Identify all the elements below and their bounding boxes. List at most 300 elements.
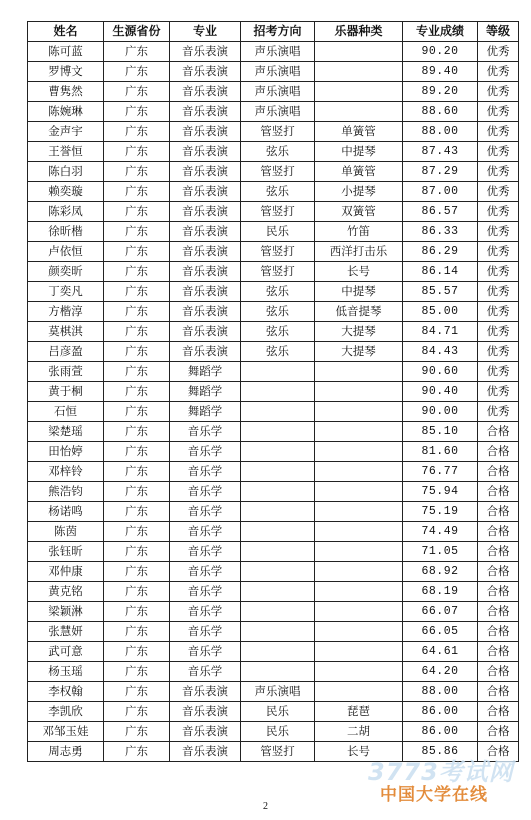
watermark-site-logo: 3773考试网 bbox=[368, 758, 514, 786]
cell-grade: 优秀 bbox=[478, 302, 519, 322]
cell-grade: 合格 bbox=[478, 742, 519, 762]
cell-grade: 优秀 bbox=[478, 282, 519, 302]
table-row bbox=[28, 542, 519, 562]
cell-name: 金声宇 bbox=[28, 122, 104, 142]
cell-score: 89.20 bbox=[403, 82, 478, 102]
cell-instrument bbox=[315, 442, 403, 462]
cell-instrument: 西洋打击乐 bbox=[315, 242, 403, 262]
cell-name: 杨玉瑶 bbox=[28, 662, 104, 682]
table-row bbox=[28, 642, 519, 662]
cell-province: 广东 bbox=[104, 662, 170, 682]
cell-grade: 合格 bbox=[478, 602, 519, 622]
cell-score: 64.61 bbox=[403, 642, 478, 662]
cell-major: 音乐表演 bbox=[170, 142, 241, 162]
header-major: 专业 bbox=[170, 22, 241, 42]
cell-major: 音乐学 bbox=[170, 562, 241, 582]
cell-name: 徐昕楷 bbox=[28, 222, 104, 242]
cell-grade: 合格 bbox=[478, 582, 519, 602]
cell-name: 吕彦盈 bbox=[28, 342, 104, 362]
cell-province: 广东 bbox=[104, 62, 170, 82]
table-row bbox=[28, 102, 519, 122]
table-row bbox=[28, 162, 519, 182]
table-row bbox=[28, 382, 519, 402]
cell-grade: 优秀 bbox=[478, 82, 519, 102]
cell-direction: 声乐演唱 bbox=[241, 682, 315, 702]
cell-score: 75.94 bbox=[403, 482, 478, 502]
cell-major: 音乐学 bbox=[170, 442, 241, 462]
cell-grade: 优秀 bbox=[478, 222, 519, 242]
cell-major: 音乐表演 bbox=[170, 302, 241, 322]
cell-province: 广东 bbox=[104, 362, 170, 382]
cell-name: 武可意 bbox=[28, 642, 104, 662]
header-province: 生源省份 bbox=[104, 22, 170, 42]
header-direction: 招考方向 bbox=[241, 22, 315, 42]
cell-grade: 优秀 bbox=[478, 162, 519, 182]
cell-name: 邓梓铃 bbox=[28, 462, 104, 482]
cell-province: 广东 bbox=[104, 482, 170, 502]
cell-name: 罗博文 bbox=[28, 62, 104, 82]
cell-name: 梁楚瑶 bbox=[28, 422, 104, 442]
cell-major: 音乐表演 bbox=[170, 242, 241, 262]
table-row bbox=[28, 502, 519, 522]
cell-instrument bbox=[315, 42, 403, 62]
cell-direction bbox=[241, 642, 315, 662]
cell-score: 85.86 bbox=[403, 742, 478, 762]
cell-name: 卢依恒 bbox=[28, 242, 104, 262]
cell-grade: 优秀 bbox=[478, 342, 519, 362]
cell-province: 广东 bbox=[104, 542, 170, 562]
cell-name: 黄克铭 bbox=[28, 582, 104, 602]
table-row bbox=[28, 402, 519, 422]
cell-instrument: 大提琴 bbox=[315, 342, 403, 362]
cell-direction: 管竖打 bbox=[241, 242, 315, 262]
cell-province: 广东 bbox=[104, 102, 170, 122]
cell-province: 广东 bbox=[104, 222, 170, 242]
cell-name: 陈白羽 bbox=[28, 162, 104, 182]
cell-major: 音乐表演 bbox=[170, 82, 241, 102]
cell-major: 音乐学 bbox=[170, 642, 241, 662]
cell-direction: 弦乐 bbox=[241, 182, 315, 202]
cell-direction: 声乐演唱 bbox=[241, 42, 315, 62]
cell-grade: 合格 bbox=[478, 442, 519, 462]
cell-grade: 优秀 bbox=[478, 262, 519, 282]
cell-major: 音乐学 bbox=[170, 482, 241, 502]
cell-direction bbox=[241, 402, 315, 422]
cell-grade: 优秀 bbox=[478, 142, 519, 162]
header-name: 姓名 bbox=[28, 22, 104, 42]
cell-direction: 民乐 bbox=[241, 722, 315, 742]
table-row bbox=[28, 182, 519, 202]
cell-direction bbox=[241, 482, 315, 502]
cell-province: 广东 bbox=[104, 322, 170, 342]
cell-direction bbox=[241, 442, 315, 462]
cell-major: 音乐表演 bbox=[170, 282, 241, 302]
cell-grade: 合格 bbox=[478, 562, 519, 582]
cell-direction: 声乐演唱 bbox=[241, 62, 315, 82]
cell-direction bbox=[241, 582, 315, 602]
cell-score: 75.19 bbox=[403, 502, 478, 522]
cell-score: 86.33 bbox=[403, 222, 478, 242]
cell-direction: 管竖打 bbox=[241, 742, 315, 762]
cell-province: 广东 bbox=[104, 202, 170, 222]
header-row bbox=[28, 22, 519, 42]
cell-direction: 弦乐 bbox=[241, 302, 315, 322]
cell-direction bbox=[241, 462, 315, 482]
cell-grade: 优秀 bbox=[478, 42, 519, 62]
cell-province: 广东 bbox=[104, 622, 170, 642]
cell-major: 音乐表演 bbox=[170, 222, 241, 242]
cell-score: 86.00 bbox=[403, 702, 478, 722]
cell-score: 90.60 bbox=[403, 362, 478, 382]
cell-province: 广东 bbox=[104, 402, 170, 422]
cell-grade: 优秀 bbox=[478, 122, 519, 142]
table-row bbox=[28, 522, 519, 542]
cell-grade: 优秀 bbox=[478, 182, 519, 202]
cell-score: 68.19 bbox=[403, 582, 478, 602]
cell-major: 音乐表演 bbox=[170, 42, 241, 62]
cell-province: 广东 bbox=[104, 302, 170, 322]
table-row bbox=[28, 462, 519, 482]
cell-score: 81.60 bbox=[403, 442, 478, 462]
cell-major: 音乐表演 bbox=[170, 202, 241, 222]
cell-grade: 合格 bbox=[478, 502, 519, 522]
cell-grade: 合格 bbox=[478, 542, 519, 562]
cell-score: 87.00 bbox=[403, 182, 478, 202]
cell-direction bbox=[241, 382, 315, 402]
cell-name: 颜奕昕 bbox=[28, 262, 104, 282]
cell-province: 广东 bbox=[104, 702, 170, 722]
score-table bbox=[27, 21, 519, 762]
cell-instrument bbox=[315, 82, 403, 102]
cell-name: 邓邹玉娃 bbox=[28, 722, 104, 742]
cell-province: 广东 bbox=[104, 182, 170, 202]
cell-major: 舞蹈学 bbox=[170, 362, 241, 382]
cell-grade: 合格 bbox=[478, 642, 519, 662]
cell-grade: 合格 bbox=[478, 622, 519, 642]
cell-direction bbox=[241, 522, 315, 542]
cell-instrument bbox=[315, 402, 403, 422]
table-row bbox=[28, 262, 519, 282]
cell-name: 张慧妍 bbox=[28, 622, 104, 642]
cell-instrument bbox=[315, 522, 403, 542]
cell-score: 89.40 bbox=[403, 62, 478, 82]
cell-instrument: 低音提琴 bbox=[315, 302, 403, 322]
cell-score: 88.00 bbox=[403, 682, 478, 702]
table-row bbox=[28, 682, 519, 702]
cell-score: 86.29 bbox=[403, 242, 478, 262]
cell-province: 广东 bbox=[104, 462, 170, 482]
cell-score: 90.00 bbox=[403, 402, 478, 422]
cell-name: 张钰昕 bbox=[28, 542, 104, 562]
cell-direction: 弦乐 bbox=[241, 342, 315, 362]
cell-instrument bbox=[315, 102, 403, 122]
cell-province: 广东 bbox=[104, 682, 170, 702]
cell-province: 广东 bbox=[104, 42, 170, 62]
cell-instrument bbox=[315, 482, 403, 502]
cell-name: 王誉恒 bbox=[28, 142, 104, 162]
cell-province: 广东 bbox=[104, 282, 170, 302]
table-row bbox=[28, 482, 519, 502]
cell-instrument: 大提琴 bbox=[315, 322, 403, 342]
cell-grade: 合格 bbox=[478, 662, 519, 682]
cell-major: 舞蹈学 bbox=[170, 382, 241, 402]
watermark-brand-text: 中国大学在线 bbox=[380, 785, 488, 805]
cell-score: 74.49 bbox=[403, 522, 478, 542]
cell-province: 广东 bbox=[104, 142, 170, 162]
cell-major: 音乐学 bbox=[170, 522, 241, 542]
header-grade: 等级 bbox=[478, 22, 519, 42]
cell-major: 音乐学 bbox=[170, 462, 241, 482]
page-number: 2 bbox=[263, 801, 268, 812]
cell-direction bbox=[241, 562, 315, 582]
cell-province: 广东 bbox=[104, 742, 170, 762]
cell-instrument: 二胡 bbox=[315, 722, 403, 742]
cell-major: 音乐表演 bbox=[170, 262, 241, 282]
cell-instrument bbox=[315, 582, 403, 602]
cell-name: 石恒 bbox=[28, 402, 104, 422]
cell-instrument: 琵琶 bbox=[315, 702, 403, 722]
cell-major: 音乐学 bbox=[170, 662, 241, 682]
cell-instrument: 竹笛 bbox=[315, 222, 403, 242]
table-row bbox=[28, 342, 519, 362]
header-score: 专业成绩 bbox=[403, 22, 478, 42]
cell-instrument bbox=[315, 662, 403, 682]
cell-instrument bbox=[315, 642, 403, 662]
cell-direction: 声乐演唱 bbox=[241, 102, 315, 122]
cell-name: 陈可蓝 bbox=[28, 42, 104, 62]
table-row bbox=[28, 202, 519, 222]
cell-province: 广东 bbox=[104, 442, 170, 462]
cell-score: 85.57 bbox=[403, 282, 478, 302]
cell-instrument: 长号 bbox=[315, 742, 403, 762]
cell-instrument: 单簧管 bbox=[315, 162, 403, 182]
cell-major: 音乐学 bbox=[170, 502, 241, 522]
cell-province: 广东 bbox=[104, 242, 170, 262]
table-row bbox=[28, 282, 519, 302]
header-instrument: 乐器种类 bbox=[315, 22, 403, 42]
cell-name: 赖奕璇 bbox=[28, 182, 104, 202]
table-row bbox=[28, 302, 519, 322]
cell-direction: 弦乐 bbox=[241, 282, 315, 302]
cell-name: 曹隽然 bbox=[28, 82, 104, 102]
cell-direction bbox=[241, 502, 315, 522]
cell-province: 广东 bbox=[104, 562, 170, 582]
table-body bbox=[28, 42, 519, 762]
cell-major: 音乐学 bbox=[170, 542, 241, 562]
cell-direction: 弦乐 bbox=[241, 142, 315, 162]
cell-province: 广东 bbox=[104, 602, 170, 622]
cell-province: 广东 bbox=[104, 382, 170, 402]
cell-grade: 合格 bbox=[478, 702, 519, 722]
cell-major: 音乐表演 bbox=[170, 702, 241, 722]
cell-name: 丁奕凡 bbox=[28, 282, 104, 302]
cell-direction bbox=[241, 602, 315, 622]
cell-grade: 优秀 bbox=[478, 402, 519, 422]
cell-score: 71.05 bbox=[403, 542, 478, 562]
table-row bbox=[28, 422, 519, 442]
cell-province: 广东 bbox=[104, 582, 170, 602]
cell-direction bbox=[241, 362, 315, 382]
table-row bbox=[28, 742, 519, 762]
cell-province: 广东 bbox=[104, 122, 170, 142]
cell-score: 90.40 bbox=[403, 382, 478, 402]
cell-grade: 合格 bbox=[478, 462, 519, 482]
cell-name: 方楷淳 bbox=[28, 302, 104, 322]
cell-province: 广东 bbox=[104, 642, 170, 662]
table-row bbox=[28, 122, 519, 142]
cell-province: 广东 bbox=[104, 722, 170, 742]
cell-instrument bbox=[315, 362, 403, 382]
cell-name: 梁颖淋 bbox=[28, 602, 104, 622]
cell-name: 陈茵 bbox=[28, 522, 104, 542]
cell-instrument bbox=[315, 422, 403, 442]
cell-grade: 优秀 bbox=[478, 102, 519, 122]
table-row bbox=[28, 222, 519, 242]
cell-instrument: 单簧管 bbox=[315, 122, 403, 142]
table-row bbox=[28, 142, 519, 162]
cell-score: 86.14 bbox=[403, 262, 478, 282]
cell-province: 广东 bbox=[104, 522, 170, 542]
cell-major: 音乐学 bbox=[170, 622, 241, 642]
cell-province: 广东 bbox=[104, 162, 170, 182]
cell-grade: 合格 bbox=[478, 522, 519, 542]
cell-major: 音乐学 bbox=[170, 422, 241, 442]
cell-instrument: 中提琴 bbox=[315, 142, 403, 162]
cell-instrument bbox=[315, 462, 403, 482]
cell-grade: 合格 bbox=[478, 682, 519, 702]
table-row bbox=[28, 602, 519, 622]
cell-instrument: 中提琴 bbox=[315, 282, 403, 302]
cell-instrument bbox=[315, 542, 403, 562]
cell-name: 熊浩钧 bbox=[28, 482, 104, 502]
cell-score: 87.29 bbox=[403, 162, 478, 182]
cell-score: 66.05 bbox=[403, 622, 478, 642]
cell-score: 66.07 bbox=[403, 602, 478, 622]
table-row bbox=[28, 242, 519, 262]
cell-name: 陈彩凤 bbox=[28, 202, 104, 222]
cell-major: 舞蹈学 bbox=[170, 402, 241, 422]
table-row bbox=[28, 42, 519, 62]
cell-name: 莫棋淇 bbox=[28, 322, 104, 342]
cell-direction: 管竖打 bbox=[241, 162, 315, 182]
cell-major: 音乐表演 bbox=[170, 122, 241, 142]
cell-name: 李权翰 bbox=[28, 682, 104, 702]
cell-major: 音乐表演 bbox=[170, 342, 241, 362]
cell-direction: 管竖打 bbox=[241, 122, 315, 142]
cell-grade: 优秀 bbox=[478, 62, 519, 82]
cell-score: 84.43 bbox=[403, 342, 478, 362]
cell-major: 音乐表演 bbox=[170, 682, 241, 702]
cell-major: 音乐表演 bbox=[170, 322, 241, 342]
cell-province: 广东 bbox=[104, 82, 170, 102]
cell-province: 广东 bbox=[104, 502, 170, 522]
table-row bbox=[28, 702, 519, 722]
cell-name: 邓仲康 bbox=[28, 562, 104, 582]
cell-instrument bbox=[315, 502, 403, 522]
cell-direction bbox=[241, 622, 315, 642]
cell-direction: 管竖打 bbox=[241, 202, 315, 222]
cell-grade: 合格 bbox=[478, 422, 519, 442]
cell-major: 音乐学 bbox=[170, 602, 241, 622]
cell-score: 88.00 bbox=[403, 122, 478, 142]
cell-instrument bbox=[315, 682, 403, 702]
cell-name: 张雨萱 bbox=[28, 362, 104, 382]
cell-name: 周志勇 bbox=[28, 742, 104, 762]
cell-direction: 弦乐 bbox=[241, 322, 315, 342]
table-row bbox=[28, 62, 519, 82]
cell-name: 杨诺鸣 bbox=[28, 502, 104, 522]
cell-grade: 合格 bbox=[478, 482, 519, 502]
cell-direction bbox=[241, 542, 315, 562]
cell-score: 68.92 bbox=[403, 562, 478, 582]
cell-direction: 管竖打 bbox=[241, 262, 315, 282]
cell-province: 广东 bbox=[104, 262, 170, 282]
cell-grade: 优秀 bbox=[478, 242, 519, 262]
cell-major: 音乐表演 bbox=[170, 182, 241, 202]
cell-grade: 优秀 bbox=[478, 382, 519, 402]
cell-major: 音乐学 bbox=[170, 582, 241, 602]
cell-grade: 优秀 bbox=[478, 202, 519, 222]
cell-score: 76.77 bbox=[403, 462, 478, 482]
cell-score: 86.00 bbox=[403, 722, 478, 742]
cell-instrument bbox=[315, 622, 403, 642]
cell-instrument bbox=[315, 62, 403, 82]
cell-major: 音乐表演 bbox=[170, 742, 241, 762]
table-row bbox=[28, 582, 519, 602]
cell-major: 音乐表演 bbox=[170, 162, 241, 182]
cell-instrument bbox=[315, 602, 403, 622]
table-row bbox=[28, 362, 519, 382]
cell-grade: 优秀 bbox=[478, 322, 519, 342]
table-row bbox=[28, 722, 519, 742]
cell-score: 90.20 bbox=[403, 42, 478, 62]
cell-instrument: 双簧管 bbox=[315, 202, 403, 222]
table-row bbox=[28, 442, 519, 462]
cell-score: 84.71 bbox=[403, 322, 478, 342]
cell-instrument bbox=[315, 382, 403, 402]
cell-province: 广东 bbox=[104, 422, 170, 442]
table-row bbox=[28, 662, 519, 682]
cell-major: 音乐表演 bbox=[170, 722, 241, 742]
cell-direction: 民乐 bbox=[241, 702, 315, 722]
cell-direction: 民乐 bbox=[241, 222, 315, 242]
table-row bbox=[28, 82, 519, 102]
cell-score: 85.10 bbox=[403, 422, 478, 442]
cell-name: 李凯欣 bbox=[28, 702, 104, 722]
cell-score: 86.57 bbox=[403, 202, 478, 222]
cell-province: 广东 bbox=[104, 342, 170, 362]
cell-score: 87.43 bbox=[403, 142, 478, 162]
cell-score: 64.20 bbox=[403, 662, 478, 682]
cell-direction: 声乐演唱 bbox=[241, 82, 315, 102]
cell-instrument: 小提琴 bbox=[315, 182, 403, 202]
table-row bbox=[28, 622, 519, 642]
cell-name: 陈婉琳 bbox=[28, 102, 104, 122]
table-row bbox=[28, 562, 519, 582]
cell-score: 88.60 bbox=[403, 102, 478, 122]
cell-major: 音乐表演 bbox=[170, 62, 241, 82]
table-row bbox=[28, 322, 519, 342]
cell-direction bbox=[241, 662, 315, 682]
cell-major: 音乐表演 bbox=[170, 102, 241, 122]
cell-instrument bbox=[315, 562, 403, 582]
cell-grade: 合格 bbox=[478, 722, 519, 742]
cell-direction bbox=[241, 422, 315, 442]
cell-name: 黄于桐 bbox=[28, 382, 104, 402]
cell-grade: 优秀 bbox=[478, 362, 519, 382]
cell-score: 85.00 bbox=[403, 302, 478, 322]
cell-instrument: 长号 bbox=[315, 262, 403, 282]
